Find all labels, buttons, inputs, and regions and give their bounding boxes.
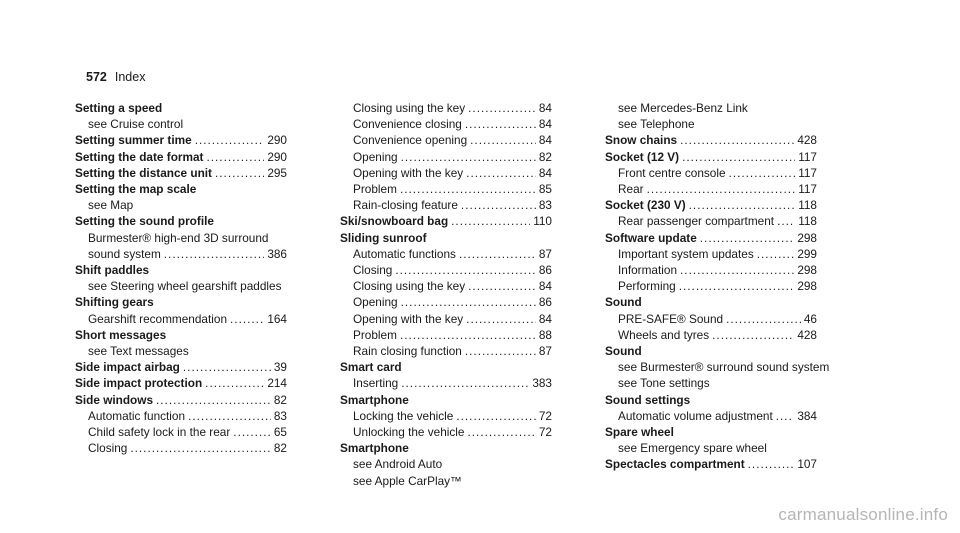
subentry-label: PRE-SAFE® Sound	[618, 311, 724, 326]
watermark: carmanualsonline.info	[778, 505, 948, 524]
page-ref[interactable]: 117	[798, 182, 817, 197]
leader-dots	[729, 165, 796, 181]
index-subentry[interactable]	[340, 424, 552, 440]
index-subentry[interactable]	[605, 181, 817, 197]
index-heading[interactable]	[605, 149, 817, 165]
leader-dots	[130, 440, 271, 456]
page-ref[interactable]: 118	[798, 214, 817, 229]
leader-dots	[748, 456, 795, 472]
page-ref[interactable]: 110	[533, 214, 552, 229]
leader-dots	[183, 359, 271, 375]
leader-dots	[215, 165, 264, 181]
page-ref[interactable]: 72	[538, 425, 552, 440]
subentry-label: Opening	[353, 295, 398, 310]
index-entry	[340, 213, 552, 229]
index-subentry[interactable]	[340, 327, 552, 343]
page-ref[interactable]: 87	[538, 344, 552, 359]
index-heading-label: Side impact airbag	[75, 360, 180, 375]
cross-reference: see Emergency spare wheel	[618, 441, 767, 456]
index-subentry[interactable]	[75, 424, 287, 440]
index-heading[interactable]	[75, 392, 287, 408]
index-subentry[interactable]	[340, 181, 552, 197]
index-subentry[interactable]	[340, 473, 552, 489]
page-ref[interactable]: 298	[797, 230, 817, 245]
index-heading[interactable]	[75, 375, 287, 391]
subentry-label: Convenience opening	[353, 133, 468, 148]
leader-dots	[400, 181, 536, 197]
index-heading[interactable]	[605, 392, 817, 408]
index-subentry[interactable]	[75, 230, 287, 246]
cross-reference: Burmester® high-end 3D surround	[88, 230, 269, 245]
cross-reference: see Cruise control	[88, 117, 184, 132]
index-entry	[605, 100, 817, 132]
index-heading[interactable]	[75, 262, 287, 278]
leader-dots	[700, 230, 795, 246]
cross-reference: see Android Auto	[353, 457, 443, 472]
index-subentry[interactable]	[340, 408, 552, 424]
index-heading[interactable]	[605, 230, 817, 246]
subentry-label: Opening	[353, 149, 398, 164]
leader-dots	[230, 311, 264, 327]
subentry-label: Problem	[353, 327, 397, 342]
leader-dots	[468, 278, 536, 294]
index-heading[interactable]	[340, 440, 552, 456]
index-subentry[interactable]	[605, 246, 817, 262]
index-entry	[75, 392, 287, 457]
index-subentry[interactable]	[340, 262, 552, 278]
cross-reference: see Map	[88, 198, 134, 213]
index-heading-label: Sound settings	[605, 392, 691, 407]
index-heading-label: Ski/snowboard bag	[340, 214, 449, 229]
page-ref[interactable]: 84	[538, 311, 552, 326]
index-subentry[interactable]	[75, 197, 287, 213]
index-heading[interactable]	[75, 132, 287, 148]
page-title: Index	[114, 70, 146, 84]
subentry-label: Automatic volume adjustment	[618, 408, 773, 423]
cross-reference: see Mercedes-Benz Link	[618, 101, 748, 115]
index-entry	[605, 424, 817, 456]
index-entry	[75, 165, 287, 181]
index-heading-label: Sound	[605, 344, 642, 359]
index-entry	[605, 132, 817, 148]
index-heading-label: Setting a speed	[75, 101, 163, 115]
page-ref[interactable]: 84	[538, 117, 552, 132]
page-header	[86, 70, 145, 84]
leader-dots	[680, 132, 794, 148]
index-column-3	[605, 100, 830, 473]
leader-dots	[777, 213, 795, 229]
index-entry	[340, 440, 552, 489]
index-entry	[75, 100, 287, 132]
index-subentry[interactable]	[605, 359, 830, 375]
page-ref[interactable]: 86	[538, 295, 552, 310]
leader-dots	[468, 100, 536, 116]
index-subentry[interactable]	[75, 278, 287, 294]
page-ref[interactable]: 117	[798, 165, 817, 180]
cross-reference: see Apple CarPlay™	[353, 473, 462, 488]
index-subentry[interactable]	[340, 116, 552, 132]
page-ref[interactable]: 84	[538, 101, 552, 115]
index-entry	[605, 343, 830, 392]
leader-dots	[682, 149, 795, 165]
index-entry	[75, 294, 287, 326]
subentry-label: Information	[618, 263, 678, 278]
index-subentry[interactable]	[605, 100, 817, 116]
leader-dots	[395, 262, 536, 278]
leader-dots	[205, 375, 264, 391]
index-entry	[340, 230, 552, 360]
index-heading[interactable]	[340, 213, 552, 229]
page-ref[interactable]: 84	[538, 165, 552, 180]
subentry-label: Rain closing function	[353, 344, 462, 359]
subentry-label: Child safety lock in the rear	[88, 425, 231, 440]
leader-dots	[776, 408, 795, 424]
page-ref[interactable]: 299	[797, 246, 817, 261]
index-heading-label: Smartphone	[340, 441, 409, 456]
page-ref[interactable]: 214	[267, 376, 287, 391]
subentry-label: Wheels and tyres	[618, 327, 710, 342]
cross-reference: see Steering wheel gearshift paddles	[88, 279, 282, 294]
index-subentry[interactable]	[75, 311, 287, 327]
index-heading-label: Setting summer time	[75, 133, 192, 148]
index-entry	[605, 230, 817, 295]
index-heading-label: Setting the date format	[75, 149, 204, 164]
index-heading-label: Setting the distance unit	[75, 165, 212, 180]
page-ref[interactable]: 87	[538, 246, 552, 261]
index-heading[interactable]	[75, 181, 287, 197]
index-subentry[interactable]	[75, 408, 287, 424]
index-heading[interactable]	[605, 424, 817, 440]
index-subentry[interactable]	[340, 311, 552, 327]
index-subentry[interactable]	[340, 197, 552, 213]
page-ref[interactable]: 46	[803, 311, 817, 326]
subentry-label: Convenience closing	[353, 117, 462, 132]
page-ref[interactable]: 83	[538, 198, 552, 213]
index-subentry[interactable]	[605, 116, 817, 132]
page-ref[interactable]: 290	[267, 133, 287, 148]
index-entry	[605, 456, 817, 472]
index-heading-label: Shift paddles	[75, 263, 150, 278]
index-entry	[75, 327, 287, 359]
leader-dots	[401, 375, 529, 391]
index-heading[interactable]	[75, 149, 287, 165]
leader-dots	[467, 424, 535, 440]
page-ref[interactable]: 298	[797, 279, 817, 294]
leader-dots	[466, 311, 536, 327]
page-ref[interactable]: 85	[538, 182, 552, 197]
subentry-label: Gearshift recommendation	[88, 311, 228, 326]
index-heading-label: Software update	[605, 230, 697, 245]
page-ref[interactable]: 164	[267, 311, 287, 326]
index-heading[interactable]	[75, 100, 287, 116]
page-ref[interactable]: 72	[538, 408, 552, 423]
page-ref[interactable]: 428	[797, 133, 817, 148]
index-heading[interactable]	[340, 392, 552, 408]
leader-dots	[459, 246, 536, 262]
index-subentry[interactable]	[605, 278, 817, 294]
page-ref[interactable]: 384	[797, 408, 817, 423]
subentry-label: Closing using the key	[353, 279, 466, 294]
index-heading[interactable]	[75, 294, 287, 310]
index-heading-label: Side windows	[75, 392, 153, 407]
index-subentry[interactable]	[605, 440, 817, 456]
page-ref[interactable]: 88	[538, 327, 552, 342]
cross-reference: see Text messages	[88, 344, 189, 359]
page-ref[interactable]: 117	[798, 149, 817, 164]
index-subentry[interactable]	[605, 375, 817, 391]
leader-dots	[451, 213, 530, 229]
index-column-1	[75, 100, 287, 456]
index-heading[interactable]	[75, 359, 287, 375]
index-heading-label: Setting the sound profile	[75, 214, 214, 229]
subentry-label: sound system	[88, 246, 161, 261]
subentry-label: Front centre console	[618, 165, 726, 180]
subentry-label: Locking the vehicle	[353, 408, 454, 423]
page-ref[interactable]: 65	[273, 425, 287, 440]
index-heading-label: Smart card	[340, 360, 402, 375]
page-ref[interactable]: 84	[538, 279, 552, 294]
page-number: 572	[86, 70, 107, 84]
index-heading[interactable]	[340, 359, 552, 375]
page-ref[interactable]: 298	[797, 263, 817, 278]
index-subentry[interactable]	[340, 294, 552, 310]
index-subentry[interactable]	[340, 375, 552, 391]
leader-dots	[156, 392, 271, 408]
index-heading-label: Short messages	[75, 327, 167, 342]
index-entry	[75, 213, 287, 262]
leader-dots	[757, 246, 795, 262]
page-ref[interactable]: 295	[267, 165, 287, 180]
leader-dots	[465, 343, 536, 359]
index-entry	[75, 132, 287, 148]
index-subentry[interactable]	[75, 440, 287, 456]
index-entry	[75, 181, 287, 213]
leader-dots	[466, 165, 536, 181]
index-subentry[interactable]	[605, 311, 817, 327]
page-ref[interactable]: 107	[797, 457, 817, 472]
index-subentry[interactable]	[340, 343, 552, 359]
leader-dots	[401, 149, 536, 165]
page-ref[interactable]: 290	[267, 149, 287, 164]
index-entry	[75, 149, 287, 165]
subentry-label: Rain-closing feature	[353, 198, 458, 213]
index-heading[interactable]	[605, 456, 817, 472]
leader-dots	[689, 197, 796, 213]
leader-dots	[195, 132, 265, 148]
leader-dots	[647, 181, 796, 197]
page-ref[interactable]: 118	[798, 198, 817, 213]
page-ref[interactable]: 83	[273, 408, 287, 423]
leader-dots	[726, 311, 801, 327]
index-subentry[interactable]	[340, 278, 552, 294]
index-subentry[interactable]	[340, 246, 552, 262]
index-entry	[340, 392, 552, 441]
subentry-label: Unlocking the vehicle	[353, 425, 465, 440]
index-heading[interactable]	[605, 132, 817, 148]
index-entry	[340, 100, 552, 213]
index-heading[interactable]	[605, 343, 817, 359]
index-heading-label: Smartphone	[340, 392, 409, 407]
index-subentry[interactable]	[605, 327, 817, 343]
page-ref[interactable]: 39	[273, 360, 287, 375]
index-heading[interactable]	[75, 165, 287, 181]
subentry-label: Closing using the key	[353, 101, 466, 115]
index-entry	[75, 359, 287, 375]
page-ref[interactable]: 82	[273, 392, 287, 407]
subentry-label: Automatic functions	[353, 246, 456, 261]
leader-dots	[470, 132, 536, 148]
subentry-label: Rear passenger compartment	[618, 214, 775, 229]
index-entry	[75, 375, 287, 391]
page-ref[interactable]: 428	[797, 327, 817, 342]
leader-dots	[465, 116, 536, 132]
leader-dots	[456, 408, 536, 424]
index-entry	[605, 197, 817, 229]
leader-dots	[401, 294, 536, 310]
leader-dots	[164, 246, 265, 262]
index-column-2	[340, 100, 552, 489]
subentry-label: Important system updates	[618, 246, 754, 261]
index-heading[interactable]	[75, 327, 287, 343]
index-heading-label: Setting the map scale	[75, 182, 197, 197]
subentry-label: Closing	[353, 263, 393, 278]
index-subentry[interactable]	[340, 100, 552, 116]
page-ref[interactable]: 86	[538, 263, 552, 278]
index-subentry[interactable]	[340, 149, 552, 165]
index-subentry[interactable]	[340, 132, 552, 148]
leader-dots	[188, 408, 271, 424]
index-heading[interactable]	[75, 213, 287, 229]
subentry-label: Automatic function	[88, 408, 186, 423]
leader-dots	[712, 327, 794, 343]
index-subentry[interactable]	[605, 262, 817, 278]
index-heading-label: Spare wheel	[605, 425, 674, 440]
subentry-label: Closing	[88, 441, 128, 456]
index-subentry[interactable]	[340, 456, 552, 472]
index-subentry[interactable]	[75, 116, 287, 132]
page-ref[interactable]: 82	[538, 149, 552, 164]
cross-reference: see Telephone	[618, 117, 695, 132]
subentry-label: Rear	[618, 182, 644, 197]
index-entry	[605, 149, 817, 198]
index-heading-label: Socket (12 V)	[605, 149, 680, 164]
subentry-label: Performing	[618, 279, 676, 294]
page-ref[interactable]: 84	[538, 133, 552, 148]
page-ref[interactable]: 386	[267, 246, 287, 261]
index-heading[interactable]	[605, 197, 817, 213]
page-ref[interactable]: 383	[532, 376, 552, 391]
cross-reference: see Tone settings	[618, 376, 710, 391]
page-ref[interactable]: 82	[273, 441, 287, 456]
subentry-label: Opening with the key	[353, 165, 464, 180]
index-heading-label: Spectacles compartment	[605, 457, 745, 472]
index-subentry[interactable]	[605, 408, 817, 424]
index-subentry[interactable]	[605, 213, 817, 229]
index-heading-label: Snow chains	[605, 133, 678, 148]
index-subentry[interactable]	[340, 165, 552, 181]
index-heading-label: Socket (230 V)	[605, 198, 686, 213]
index-entry	[605, 392, 817, 424]
index-subentry[interactable]	[75, 343, 287, 359]
index-heading-label: Sliding sunroof	[340, 230, 427, 245]
cross-reference: see Burmester® surround sound system	[618, 360, 830, 375]
index-entry	[75, 262, 287, 294]
subentry-label: Inserting	[353, 376, 399, 391]
index-heading[interactable]	[340, 230, 552, 246]
leader-dots	[400, 327, 536, 343]
index-subentry[interactable]	[75, 246, 287, 262]
leader-dots	[233, 424, 271, 440]
subentry-label: Opening with the key	[353, 311, 464, 326]
index-heading-label: Side impact protection	[75, 376, 203, 391]
leader-dots	[679, 278, 795, 294]
index-entry	[605, 294, 817, 343]
index-subentry[interactable]	[605, 165, 817, 181]
leader-dots	[206, 149, 264, 165]
index-heading-label: Shifting gears	[75, 295, 154, 310]
index-heading-label: Sound	[605, 295, 642, 310]
leader-dots	[461, 197, 536, 213]
subentry-label: Problem	[353, 182, 397, 197]
leader-dots	[680, 262, 794, 278]
index-entry	[340, 359, 552, 391]
index-heading[interactable]	[605, 294, 817, 310]
